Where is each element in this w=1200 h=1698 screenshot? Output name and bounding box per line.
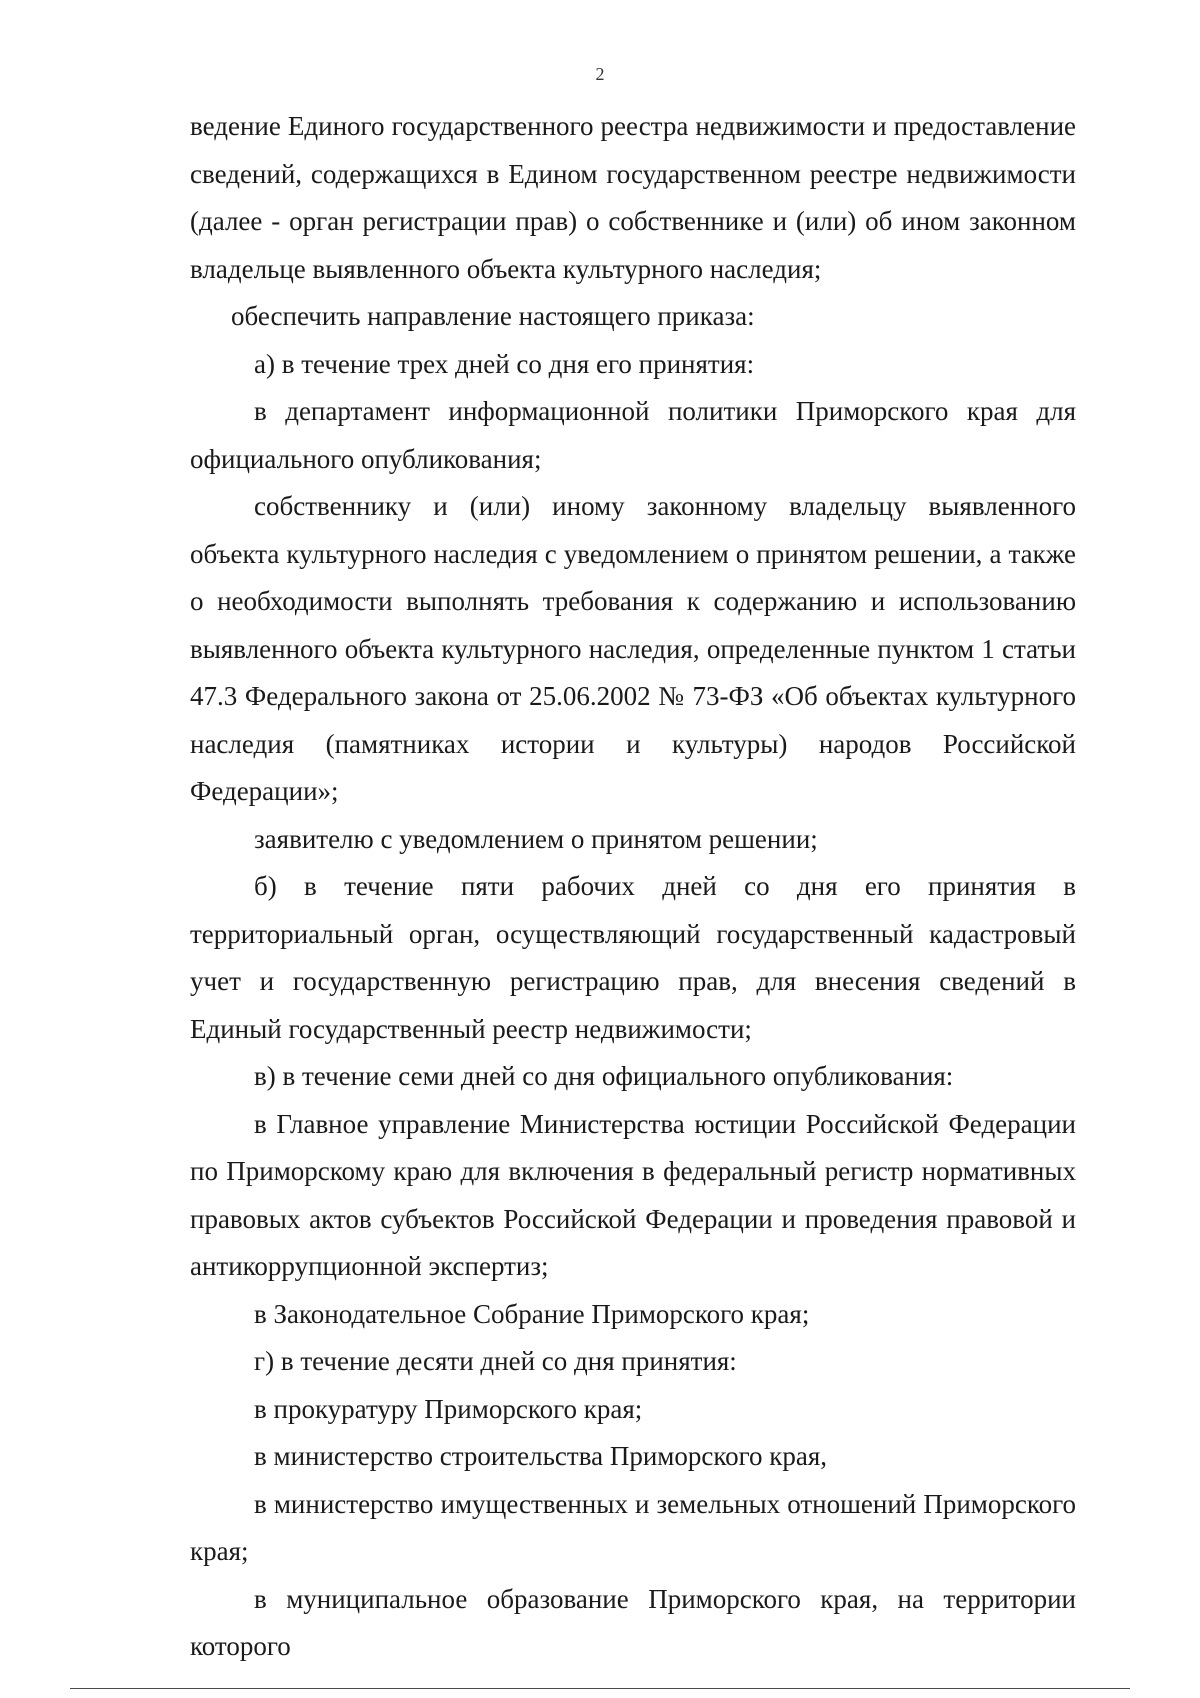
paragraph-item-g: г) в течение десяти дней со дня принятия: (254, 1346, 737, 1376)
paragraph-registry-continuation: ведение Единого государственного реестра недвижимости и предоставление сведений, содержащихся в Едином государственном реестре недвижимости (далее - орган регистрации прав) о собственнике и (или) об ином законном владельце выявленного объекта культурного наследия; (190, 111, 1076, 284)
paragraph-ministry-of-property: в министерство имущественных и земельных отношений Приморского края; (190, 1488, 1076, 1566)
paragraph-municipality: в муниципальное образование Приморского края, на территории которого (190, 1583, 1076, 1661)
paragraph-ministry-of-justice: в Главное управление Министерства юстиции Российской Федерации по Приморскому краю для включения в федеральный регистр нормативных правовых актов субъектов Российской Федерации и проведения правовой и антикоррупционной экспертиз; (190, 1108, 1076, 1281)
paragraph-prosecutor-office: в прокуратуру Приморского края; (254, 1393, 643, 1424)
page-number: 2 (595, 64, 605, 84)
paragraph-ministry-of-construction: в министерство строительства Приморского края, (254, 1441, 828, 1471)
bottom-divider (70, 1688, 1130, 1689)
paragraph-legislative-assembly: в Законодательное Собрание Приморского края; (254, 1298, 810, 1329)
paragraph-owner-notification: собственнику и (или) иному законному владельцу выявленного объекта культурного наследия с уведомлением о принятом решении, а также о необходимости выполнять требования к содержанию и использованию выявленного объекта культурного наследия, определенные пунктом 1 статьи 47.3 Федерального закона от 25.06.2002 № 73-ФЗ «Об объектах культурного наследия (памятниках истории и культуры) народов Российской Федерации»; (190, 491, 1076, 806)
paragraph-applicant-notification: заявителю с уведомлением о принятом решении; (254, 823, 818, 854)
paragraph-item-v: в) в течение семи дней со дня официального опубликования: (254, 1061, 954, 1091)
paragraph-item-a: а) в течение трех дней со дня его принятия: (254, 348, 755, 379)
document-body (190, 103, 1076, 1671)
paragraph-item-b: б) в течение пяти рабочих дней со дня его принятия в территориальный орган, осуществляющий государственный кадастровый учет и государственную регистрацию прав, для внесения сведений в Единый государственный реестр недвижимости; (190, 871, 1076, 1044)
paragraph-information-policy-department: в департамент информационной политики Приморского края для официального опубликования; (190, 396, 1076, 474)
paragraph-ensure-sending: обеспечить направление настоящего приказа: (231, 301, 755, 331)
